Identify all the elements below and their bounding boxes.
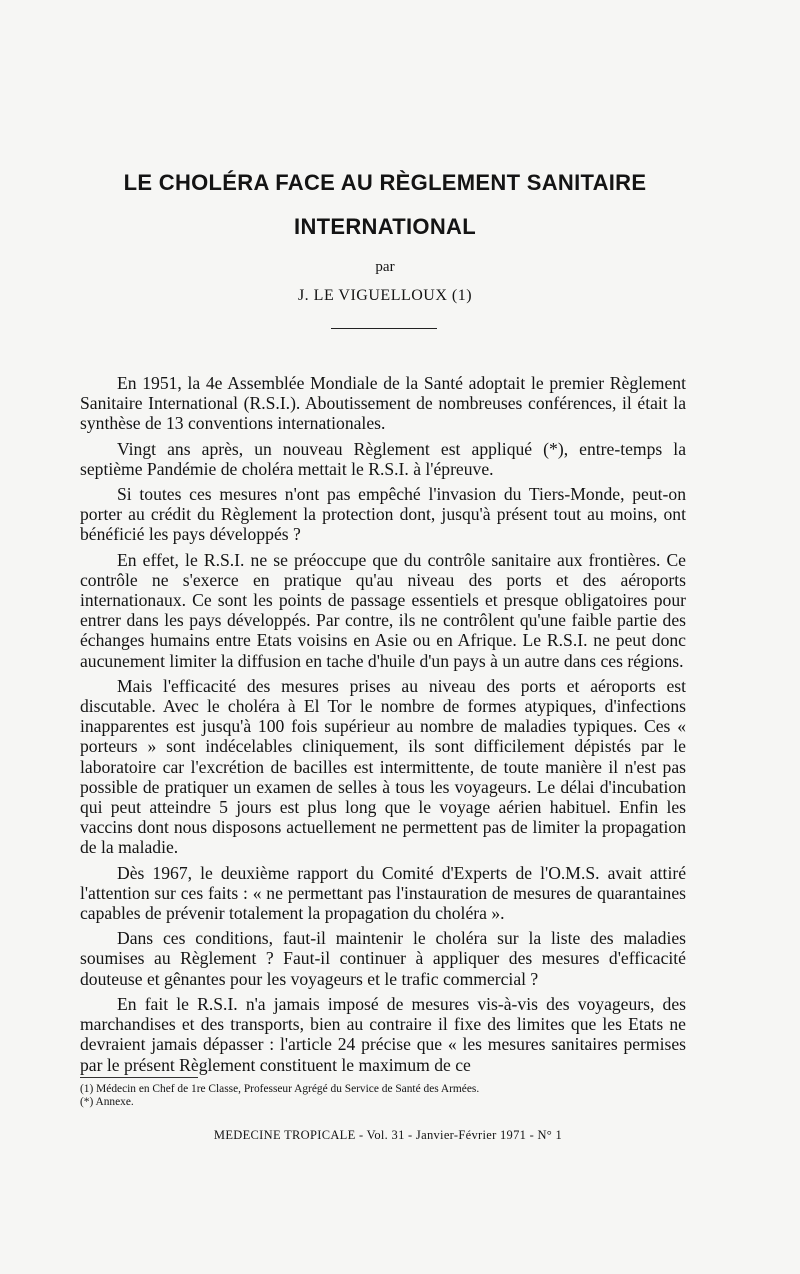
paragraph-6: Dès 1967, le deuxième rapport du Comité d'Experts de l'O.M.S. avait attiré l'attention sur ces faits : « ne permettant pas l'instauration de mesures de quarantaines capables de prévenir totalement la propagation du choléra ». xyxy=(80,862,686,924)
article-title-line-2: INTERNATIONAL xyxy=(294,214,476,239)
paragraph-5: Mais l'efficacité des mesures prises au niveau des ports et aéroports est discutable. Avec le choléra à El Tor le nombre de formes atypiques, d'infections inapparentes est jusqu'à 100 fois supérieur au nombre de maladies typiques. Ces « porteurs » sont indécelables cliniquement, ils sont difficilement dépistés par le laboratoire car l'excrétion de bacilles est intermittente, de toute manière il n'est pas possible de pratiquer un examen de selles à tous les voyageurs. Le délai d'incubation qui peut atteindre 5 jours est plus long que le voyage aérien habituel. Enfin les vaccins dont nous disposons actuellement ne permettent pas de limiter la propagation de la maladie. xyxy=(80,675,686,858)
byline-par: par xyxy=(375,259,395,275)
title-divider xyxy=(331,328,437,329)
article-title-line-1: LE CHOLÉRA FACE AU RÈGLEMENT SANITAIRE xyxy=(123,170,647,195)
paragraph-8: En fait le R.S.I. n'a jamais imposé de mesures vis-à-vis des voyageurs, des marchandises et des transports, bien au contraire il fixe des limites que les Etats ne devraient jamais dépasser : l'article 24 précise que « les mesures sanitaires permises par le présent Règlement constituent le maximum de ce xyxy=(80,993,686,1075)
paragraph-7: Dans ces conditions, faut-il maintenir le choléra sur la liste des maladies soumises au Règlement ? Faut-il continuer à appliquer des mesures d'efficacité douteuse et gênantes pour les voyageurs et le trafic commercial ? xyxy=(80,928,686,989)
article-body xyxy=(80,373,686,1080)
paragraph-2: Vingt ans après, un nouveau Règlement est appliqué (*), entre-temps la septième Pandémie de choléra mettait le R.S.I. à l'épreuve. xyxy=(80,438,686,479)
author-name: J. LE VIGUELLOUX (1) xyxy=(297,287,473,304)
footnote-divider xyxy=(80,1077,198,1078)
paragraph-4: En effet, le R.S.I. ne se préoccupe que du contrôle sanitaire aux frontières. Ce contrôle ne s'exerce en pratique qu'au niveau des ports et des aéroports internationaux. Ce sont les points de passage essentiels et presque obligatoires pour entrer dans les pays développés. Par contre, ils ne contrôlent qu'une faible partie des échanges humains entre Etats voisins en Asie ou en Afrique. Le R.S.I. ne peut donc aucunement limiter la diffusion en tache d'huile d'un pays à un autre dans ces régions. xyxy=(80,549,686,671)
footnote-1: (1) Médecin en Chef de 1re Classe, Professeur Agrégé du Service de Santé des Armées. xyxy=(80,1083,480,1095)
journal-footer: MEDECINE TROPICALE - Vol. 31 - Janvier-Février 1971 - N° 1 xyxy=(213,1128,563,1142)
paragraph-1: En 1951, la 4e Assemblée Mondiale de la Santé adoptait le premier Règlement Sanitaire International (R.S.I.). Aboutissement de nombreuses conférences, il était la synthèse de 13 conventions internationales. xyxy=(80,373,686,434)
footnote-2: (*) Annexe. xyxy=(80,1096,134,1109)
paragraph-3: Si toutes ces mesures n'ont pas empêché l'invasion du Tiers-Monde, peut-on porter au crédit du Règlement la protection dont, jusqu'à présent tout au moins, ont bénéficié les pays développés ? xyxy=(80,484,686,545)
footnotes xyxy=(80,1083,686,1110)
